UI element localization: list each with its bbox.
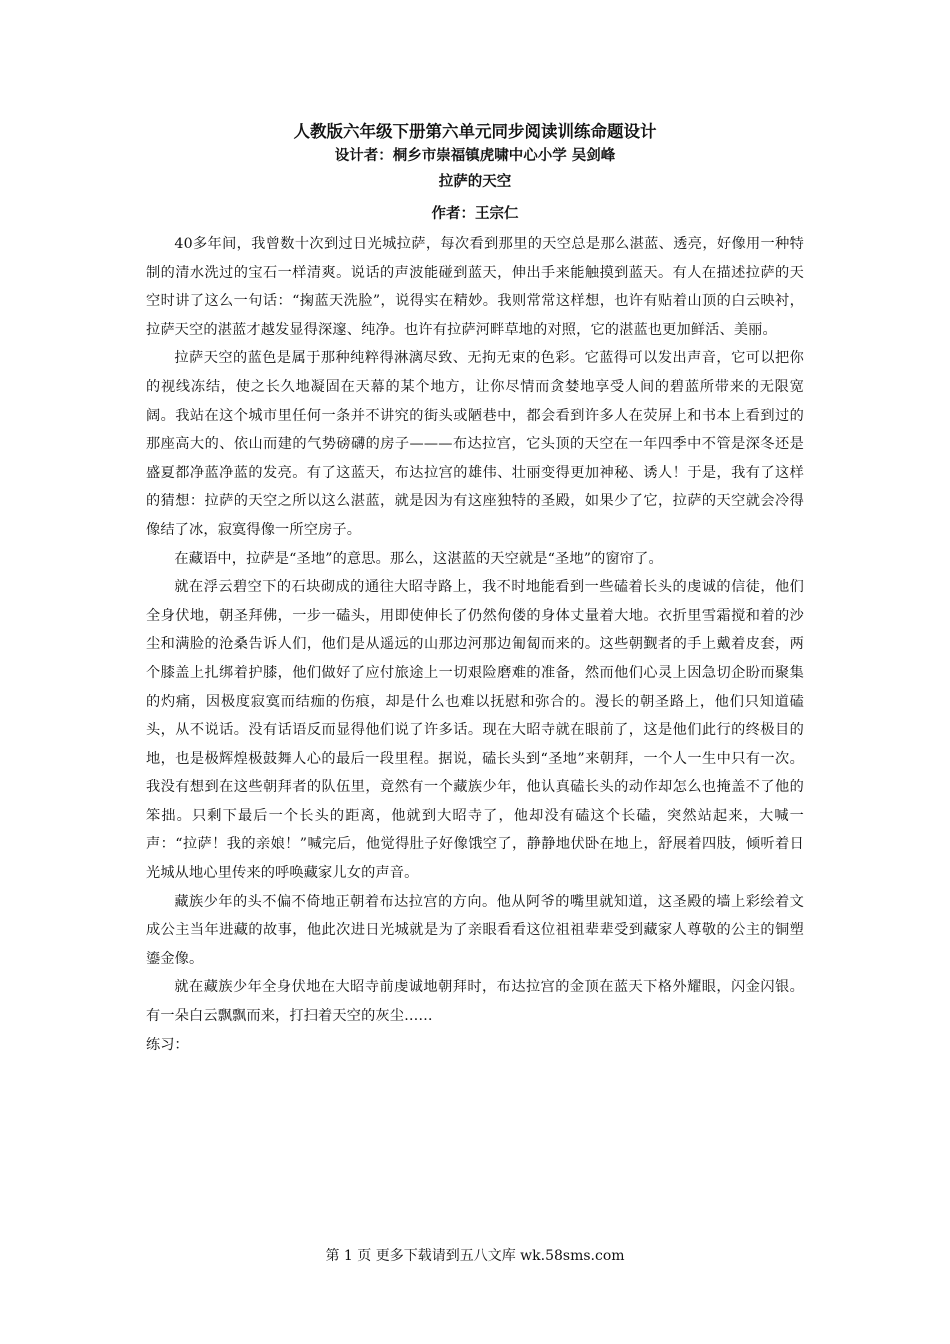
paragraph-2: 拉萨天空的蓝色是属于那种纯粹得淋漓尽致、无拘无束的色彩。它蓝得可以发出声音，它可以把你的视线冻结，使之长久地凝固在天幕的某个地方，让你尽情而贪婪地享受人间的碧蓝所带来的无限宽阔。我站在这个城市里任何一条并不讲究的街头或陋巷中，都会看到许多人在荧屏上和书本上看到过的那座高大的、依山而建的气势磅礴的房子———布达拉宫，它头顶的天空在一年四季中不管是深冬还是盛夏都净蓝净蓝的发亮。有了这蓝天，布达拉宫的雄伟、壮丽变得更加神秘、诱人！于是，我有了这样的猜想：拉萨的天空之所以这么湛蓝，就是因为有这座独特的圣殿，如果少了它，拉萨的天空就会冷得像结了冰，寂寞得像一所空房子。 [146,350,804,538]
essay-title: 拉萨的天空 [438,174,512,190]
exercise-label: 练习： [146,1036,189,1053]
page-footer: 第 1 页 更多下载请到五八文库 wk.58sms.com [325,1248,625,1264]
paragraph-4: 就在浮云碧空下的石块砌成的通往大昭寺路上，我不时地能看到一些磕着长头的虔诚的信徒，他们全身伏地，朝圣拜佛，一步一磕头，用即使伸长了仍然佝偻的身体丈量着大地。衣折里雪霜搅和着的沙尘和满脸的沧桑告诉人们，他们是从遥远的山那边河那边匍匐而来的。这些朝觐者的手上戴着皮套，两个膝盖上扎绑着护膝，他们做好了应付旅途上一切艰险磨难的准备，然而他们心灵上因急切企盼而聚集的灼痛，因极度寂寞而结痂的伤痕，却是什么也难以抚慰和弥合的。漫长的朝圣路上，他们只知道磕头，从不说话。没有话语反而显得他们说了许多话。现在大昭寺就在眼前了，这是他们此行的终极目的地，也是极辉煌极鼓舞人心的最后一段里程。据说，磕长头到“圣地”来朝拜，一个人一生中只有一次。我没有想到在这些朝拜者的队伍里，竟然有一个藏族少年，他认真磕长头的动作却怎么也掩盖不了他的笨拙。只剩下最后一个长头的距离，他就到大昭寺了，他却没有磕这个长磕，突然站起来，大喊一声：“拉萨！我的亲娘！”喊完后，他觉得肚子好像饿空了，静静地伏卧在地上，舒展着四肢，倾听着日光城从地心里传来的呼唤藏家儿女的声音。 [146,579,804,882]
document-body [146,120,804,1059]
paragraph-6: 就在藏族少年全身伏地在大昭寺前虔诚地朝拜时，布达拉宫的金顶在蓝天下格外耀眼，闪金闪银。有一朵白云飘飘而来，打扫着天空的灰尘…… [146,979,804,1025]
paragraph-1: 40多年间，我曾数十次到过日光城拉萨，每次看到那里的天空总是那么湛蓝、透亮，好像用一种特制的清水洗过的宝石一样清爽。说话的声波能碰到蓝天，伸出手来能触摸到蓝天。有人在描述拉萨的天空时讲了这么一句话：“掬蓝天洗脸”，说得实在精妙。我则常常这样想，也许有贴着山顶的白云映衬，拉萨天空的湛蓝才越发显得深邃、纯净。也许有拉萨河畔草地的对照，它的湛蓝也更加鲜活、美丽。 [146,236,804,338]
paragraph-3: 在藏语中，拉萨是“圣地”的意思。那么，这湛蓝的天空就是“圣地”的窗帘了。 [174,550,663,567]
paragraph-5: 藏族少年的头不偏不倚地正朝着布达拉宫的方向。他从阿爷的嘴里就知道，这圣殿的墙上彩绘着文成公主当年进藏的故事，他此次进日光城就是为了亲眼看看这位祖祖辈辈受到藏家人尊敬的公主的铜塑鎏金像。 [146,893,804,967]
author-line: 作者：王宗仁 [431,206,519,222]
designer-line: 设计者：桐乡市崇福镇虎啸中心小学 吴剑峰 [334,148,616,164]
document-title: 人教版六年级下册第六单元同步阅读训练命题设计 [293,122,657,141]
